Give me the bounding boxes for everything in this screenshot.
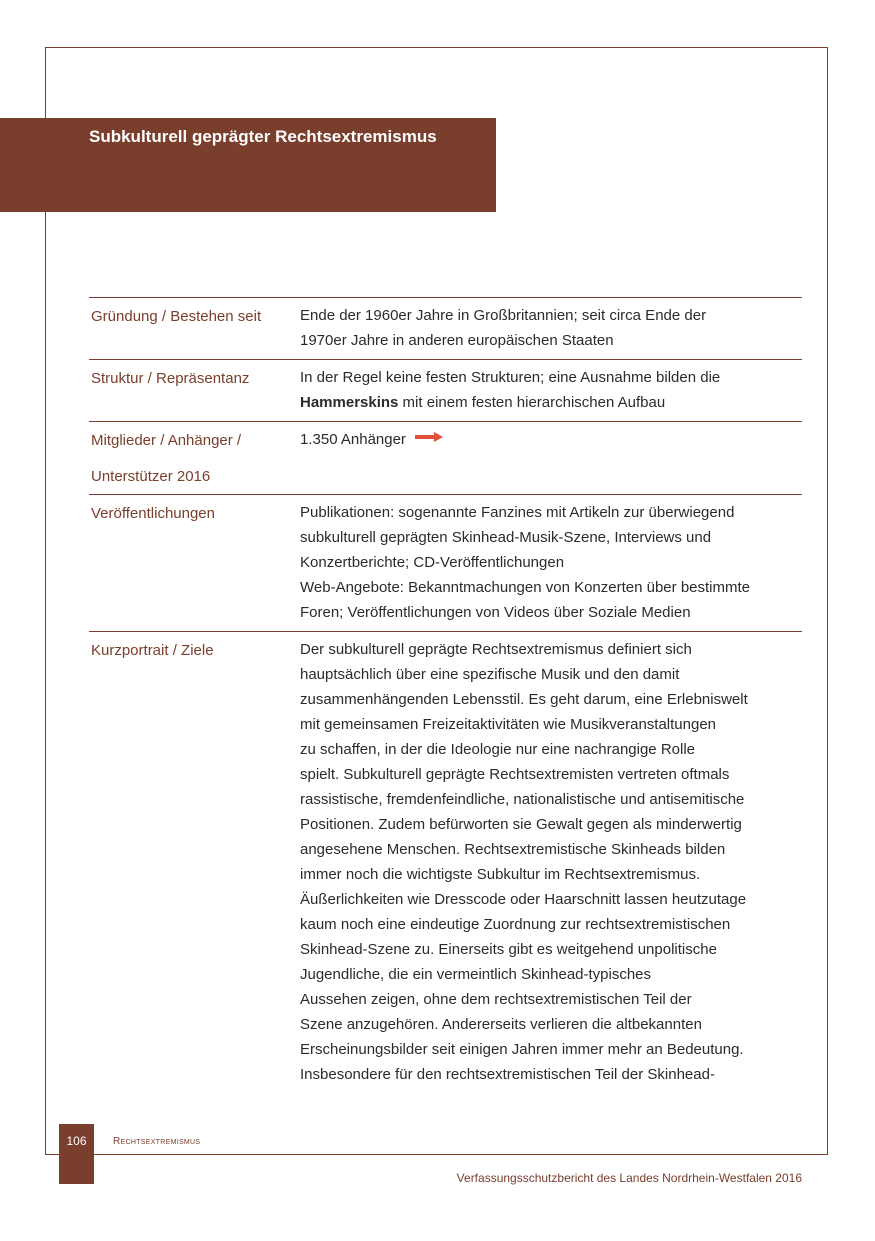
table-row-veroeffentlichungen <box>89 494 802 631</box>
value-line: spielt. Subkulturell geprägte Rechtsextremisten vertreten oftmals <box>300 766 730 783</box>
table-row-kurzportrait <box>89 631 802 1093</box>
value-line: Positionen. Zudem befürworten sie Gewalt gegen als minderwertig <box>300 816 742 833</box>
row-value <box>300 637 802 1087</box>
value-line: Äußerlichkeiten wie Dresscode oder Haarschnitt lassen heutzutage <box>300 891 747 908</box>
value-line: Erscheinungsbilder seit einigen Jahren immer mehr an Bedeutung. <box>300 1041 744 1058</box>
row-value <box>300 427 802 452</box>
value-line <box>300 390 802 415</box>
row-label: Gründung / Bestehen seit <box>91 308 262 325</box>
value-line: kaum noch eine eindeutige Zuordnung zur rechtsextremistischen <box>300 916 731 933</box>
table-row-struktur <box>89 359 802 421</box>
row-value <box>300 365 802 415</box>
value-line: Insbesondere für den rechtsextremistischen Teil der Skinhead- <box>300 1066 715 1083</box>
page-number-box <box>59 1124 94 1184</box>
frame-right-rule <box>827 47 828 1155</box>
value-line: Skinhead-Szene zu. Einerseits gibt es weitgehend unpolitische <box>300 941 717 958</box>
value-line: Web-Angebote: Bekanntmachungen von Konzerten über bestimmte <box>300 579 750 596</box>
value-line: Der subkulturell geprägte Rechtsextremismus definiert sich <box>300 641 692 658</box>
value-line-rest: mit einem festen hierarchischen Aufbau <box>398 394 666 411</box>
value-line: hauptsächlich über eine spezifische Musik und den damit <box>300 666 680 683</box>
section-title: Subkulturell geprägter Rechtsextremismus <box>89 127 437 146</box>
value-line: Ende der 1960er Jahre in Großbritannien; seit circa Ende der <box>300 307 707 324</box>
value-line: zusammenhängenden Lebensstil. Es geht darum, eine Erlebniswelt <box>300 691 748 708</box>
row-value <box>300 303 802 353</box>
value-line: Publikationen: sogenannte Fanzines mit Artikeln zur überwiegend <box>300 504 735 521</box>
row-label: Veröffentlichungen <box>91 505 215 522</box>
value-line: immer noch die wichtigste Subkultur im Rechtsextremismus. <box>300 866 701 883</box>
value-line: Jugendliche, die ein vermeintlich Skinhead-typisches <box>300 966 652 983</box>
value-line: Aussehen zeigen, ohne dem rechtsextremistischen Teil der <box>300 991 692 1008</box>
footer-publication: Verfassungsschutzbericht des Landes Nordrhein-Westfalen 2016 <box>456 1171 802 1185</box>
profile-table <box>89 297 802 1093</box>
value-line: Konzertberichte; CD-Veröffentlichungen <box>300 554 565 571</box>
value-line: Szene anzugehören. Andererseits verlieren die altbekannten <box>300 1016 702 1033</box>
row-label: Struktur / Repräsentanz <box>91 370 250 387</box>
table-row-mitglieder <box>89 421 802 494</box>
value-line: 1970er Jahre in anderen europäischen Staaten <box>300 332 614 349</box>
value-line: Foren; Veröffentlichungen von Videos über Soziale Medien <box>300 604 691 621</box>
value-line: zu schaffen, in der die Ideologie nur eine nachrangige Rolle <box>300 741 695 758</box>
page-number: 106 <box>66 1134 87 1148</box>
row-label <box>91 428 296 489</box>
member-count: 1.350 Anhänger <box>300 431 406 448</box>
row-label-line: Mitglieder / Anhänger / <box>91 432 242 449</box>
row-label: Kurzportrait / Ziele <box>91 642 214 659</box>
frame-top-rule <box>45 47 828 48</box>
value-line: subkulturell geprägten Skinhead-Musik-Szene, Interviews und <box>300 529 712 546</box>
red-arrow-icon <box>414 431 444 443</box>
value-line: rassistische, fremdenfeindliche, nationalistische und antisemitische <box>300 791 745 808</box>
running-head: Rechtsextremismus <box>113 1136 201 1147</box>
bold-term: Hammerskins <box>300 394 399 411</box>
frame-bottom-rule <box>45 1154 828 1155</box>
value-line: In der Regel keine festen Strukturen; eine Ausnahme bilden die <box>300 369 721 386</box>
value-line: mit gemeinsamen Freizeitaktivitäten wie Musikveranstaltungen <box>300 716 717 733</box>
row-value <box>300 500 802 625</box>
row-label-line: Unterstützer 2016 <box>91 468 211 485</box>
table-row-gruendung <box>89 297 802 359</box>
value-line: angesehene Menschen. Rechtsextremistische Skinheads bilden <box>300 841 726 858</box>
frame-left-rule <box>45 47 46 1155</box>
